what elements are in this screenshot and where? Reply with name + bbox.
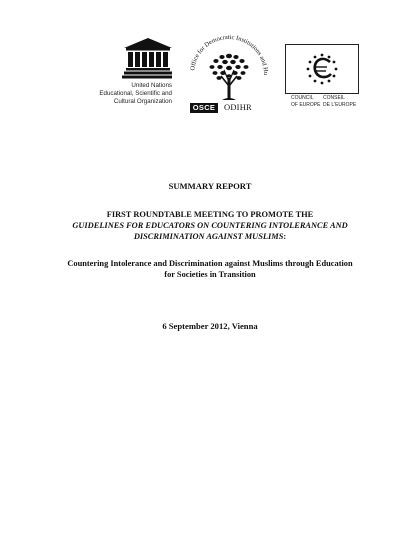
council-caption-fr-line-2: DE L'EUROPE — [323, 101, 357, 108]
unesco-caption — [72, 82, 172, 106]
unesco-logo — [72, 36, 172, 110]
odihr-tree-icon — [178, 30, 278, 102]
odihr-wordmark: ODIHR — [224, 102, 252, 112]
meeting-title-colon: : — [283, 232, 287, 241]
report-type: SUMMARY REPORT — [168, 181, 252, 191]
unesco-caption-line-1: United Nations — [131, 82, 172, 89]
meeting-title-line-3: DISCRIMINATION AGAINST MUSLIMS — [133, 232, 284, 241]
osce-wordmark: OSCE — [190, 103, 218, 113]
stars-circle-icon — [286, 45, 358, 93]
council-of-europe-flag — [285, 44, 359, 94]
odihr-ring-text: Office for Democratic Institutions and Hu — [189, 33, 270, 76]
council-caption-fr-line-1: CONSEIL — [323, 95, 345, 101]
meeting-title — [40, 209, 380, 242]
svg-text:Office for Democratic Institut — [178, 30, 269, 76]
unesco-caption-line-2: Educational, Scientific and — [99, 90, 172, 97]
unesco-temple-icon — [72, 36, 172, 80]
council-caption-en-line-1: COUNCIL — [291, 95, 314, 101]
odihr-logo — [178, 30, 278, 116]
report-subtitle-line-1: Countering Intolerance and Discrimination against Muslims through Education — [67, 259, 353, 268]
report-subtitle — [40, 258, 380, 280]
council-caption-fr — [323, 95, 356, 108]
unesco-caption-line-3: Cultural Organization — [113, 98, 172, 105]
meeting-title-line-1: FIRST ROUNDTABLE MEETING TO PROMOTE THE — [106, 210, 314, 219]
date-location: 6 September 2012, Vienna — [162, 321, 258, 331]
report-subtitle-line-2: for Societies in Transition — [164, 270, 256, 279]
meeting-title-line-2: GUIDELINES FOR EDUCATORS ON COUNTERING INTOLERANCE AND — [72, 221, 348, 230]
council-caption-en — [291, 95, 320, 108]
council-of-europe-logo — [285, 44, 367, 120]
council-caption-en-line-2: OF EUROPE — [291, 101, 321, 108]
